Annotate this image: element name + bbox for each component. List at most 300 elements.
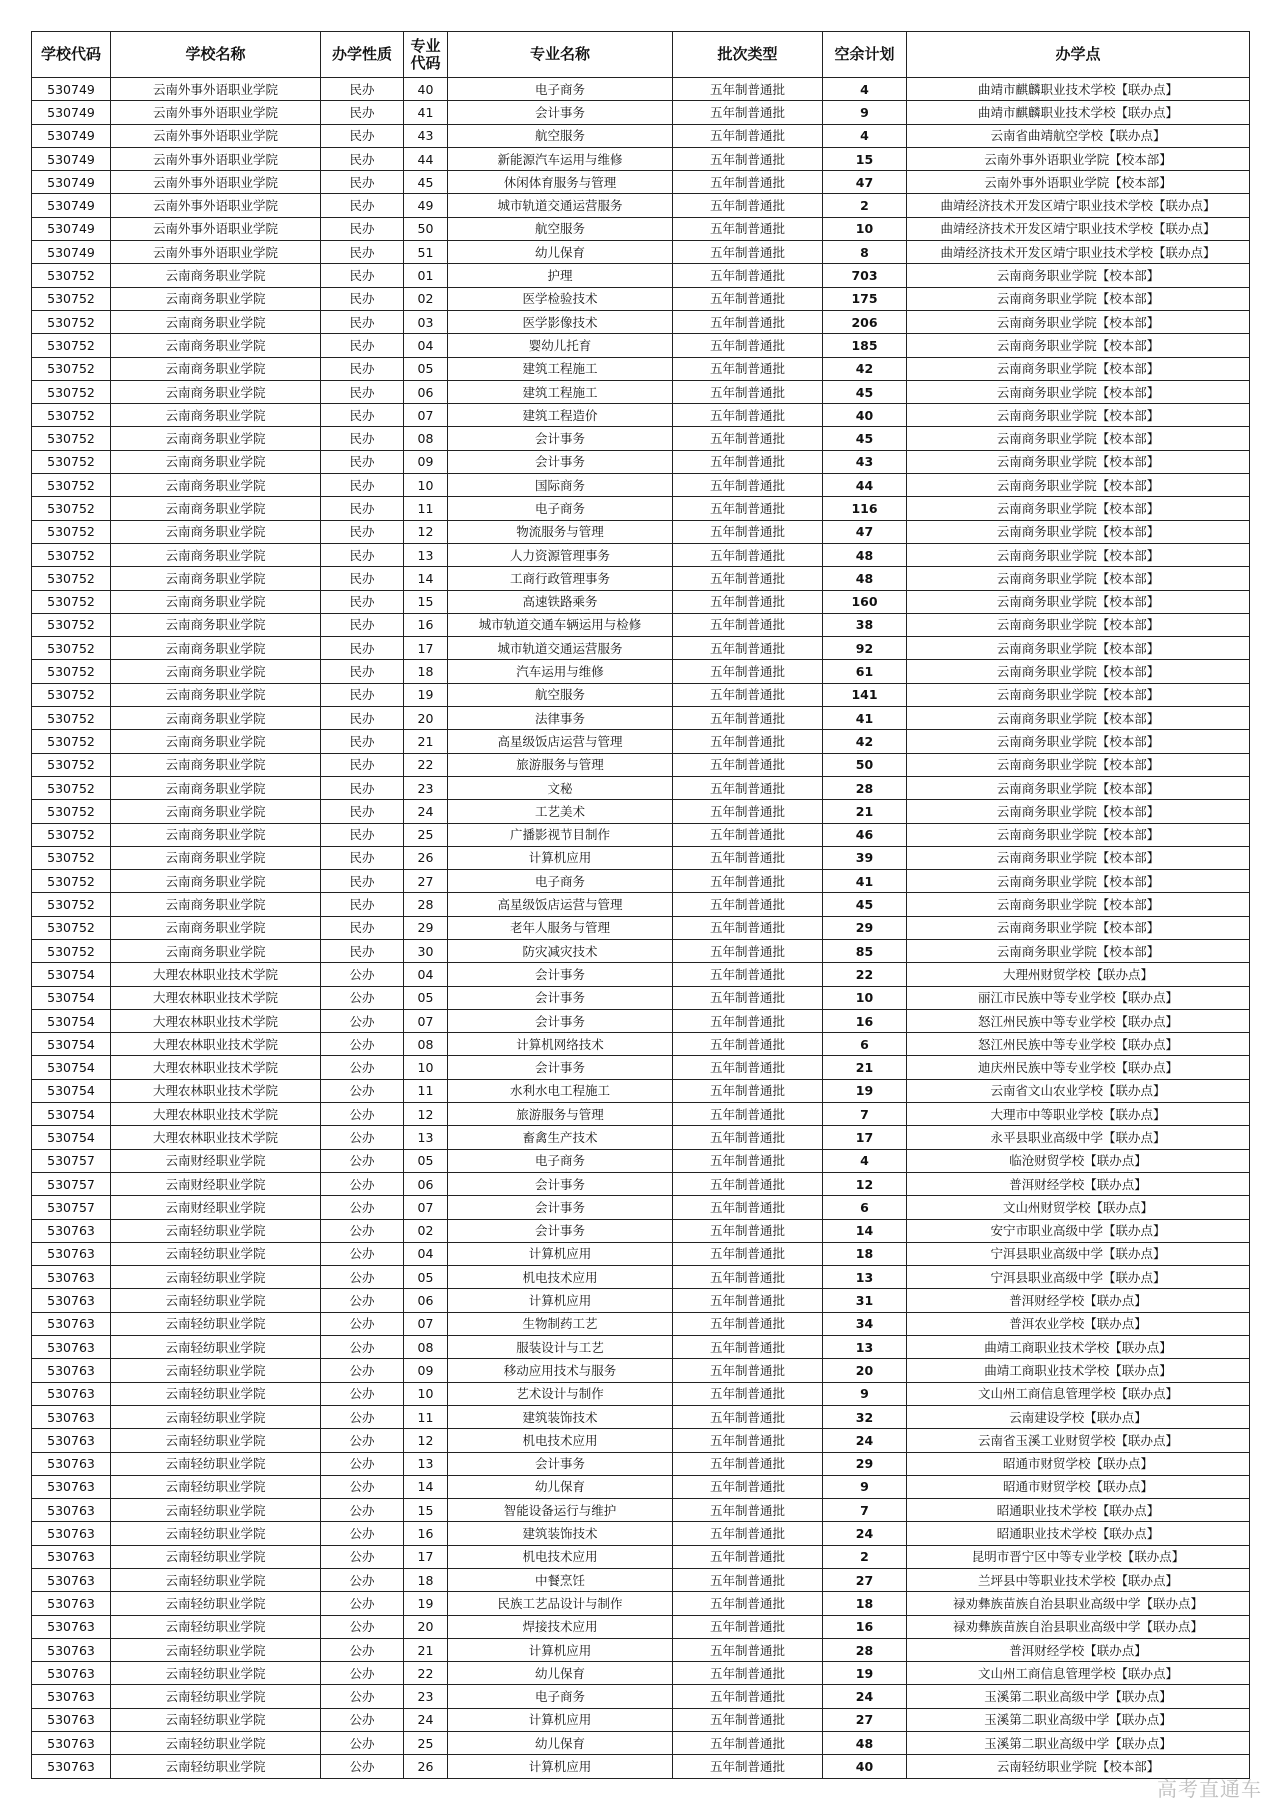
cell-school-type: 民办 — [321, 427, 404, 450]
cell-batch-type: 五年制普通批 — [673, 1569, 823, 1592]
cell-batch-type: 五年制普通批 — [673, 334, 823, 357]
cell-major-code: 09 — [404, 450, 448, 473]
table-row — [32, 1615, 1250, 1638]
cell-major-code: 16 — [404, 1522, 448, 1545]
cell-major-name: 建筑工程造价 — [448, 404, 673, 427]
cell-vacancy-plan: 27 — [823, 1708, 907, 1731]
cell-major-name: 航空服务 — [448, 683, 673, 706]
cell-school-name: 云南商务职业学院 — [111, 916, 321, 939]
cell-major-code: 13 — [404, 1126, 448, 1149]
cell-vacancy-plan: 116 — [823, 497, 907, 520]
cell-major-code: 21 — [404, 1638, 448, 1661]
watermark: 高考直通车 — [1157, 1777, 1262, 1801]
cell-major-name: 会计事务 — [448, 1219, 673, 1242]
cell-school-name: 云南商务职业学院 — [111, 543, 321, 566]
cell-campus: 云南省文山农业学校【联办点】 — [907, 1079, 1250, 1102]
cell-school-code: 530752 — [32, 823, 111, 846]
table-row — [32, 171, 1250, 194]
cell-vacancy-plan: 7 — [823, 1499, 907, 1522]
cell-school-type: 公办 — [321, 1196, 404, 1219]
cell-major-name: 城市轨道交通运营服务 — [448, 194, 673, 217]
cell-school-name: 云南轻纺职业学院 — [111, 1475, 321, 1498]
cell-major-name: 焊接技术应用 — [448, 1615, 673, 1638]
cell-batch-type: 五年制普通批 — [673, 543, 823, 566]
cell-school-type: 民办 — [321, 241, 404, 264]
table-row — [32, 1708, 1250, 1731]
cell-major-name: 畜禽生产技术 — [448, 1126, 673, 1149]
cell-vacancy-plan: 34 — [823, 1312, 907, 1335]
cell-major-name: 护理 — [448, 264, 673, 287]
cell-school-code: 530754 — [32, 963, 111, 986]
table-row — [32, 450, 1250, 473]
cell-major-name: 艺术设计与制作 — [448, 1382, 673, 1405]
cell-batch-type: 五年制普通批 — [673, 147, 823, 170]
cell-batch-type: 五年制普通批 — [673, 870, 823, 893]
table-row — [32, 194, 1250, 217]
cell-school-name: 云南轻纺职业学院 — [111, 1499, 321, 1522]
cell-vacancy-plan: 42 — [823, 357, 907, 380]
cell-major-name: 智能设备运行与维护 — [448, 1499, 673, 1522]
cell-major-name: 电子商务 — [448, 497, 673, 520]
cell-school-type: 公办 — [321, 1382, 404, 1405]
cell-major-code: 17 — [404, 1545, 448, 1568]
table-row — [32, 1429, 1250, 1452]
header-vacancy-plan: 空余计划 — [823, 32, 907, 78]
cell-campus: 文山州工商信息管理学校【联办点】 — [907, 1382, 1250, 1405]
cell-vacancy-plan: 16 — [823, 1615, 907, 1638]
cell-batch-type: 五年制普通批 — [673, 194, 823, 217]
cell-major-name: 人力资源管理事务 — [448, 543, 673, 566]
cell-school-name: 云南轻纺职业学院 — [111, 1685, 321, 1708]
cell-school-name: 云南商务职业学院 — [111, 357, 321, 380]
table-row — [32, 1103, 1250, 1126]
cell-school-name: 云南商务职业学院 — [111, 497, 321, 520]
cell-major-code: 03 — [404, 310, 448, 333]
cell-school-name: 大理农林职业技术学院 — [111, 1056, 321, 1079]
cell-batch-type: 五年制普通批 — [673, 380, 823, 403]
cell-school-name: 大理农林职业技术学院 — [111, 1126, 321, 1149]
cell-batch-type: 五年制普通批 — [673, 124, 823, 147]
table-row — [32, 683, 1250, 706]
cell-major-name: 幼儿保育 — [448, 241, 673, 264]
cell-school-name: 云南轻纺职业学院 — [111, 1405, 321, 1428]
cell-school-code: 530754 — [32, 986, 111, 1009]
cell-school-name: 云南商务职业学院 — [111, 590, 321, 613]
cell-major-code: 23 — [404, 1685, 448, 1708]
cell-school-code: 530752 — [32, 590, 111, 613]
cell-vacancy-plan: 13 — [823, 1336, 907, 1359]
cell-school-code: 530749 — [32, 101, 111, 124]
cell-school-code: 530749 — [32, 241, 111, 264]
cell-major-code: 45 — [404, 171, 448, 194]
cell-school-code: 530763 — [32, 1569, 111, 1592]
cell-major-name: 会计事务 — [448, 963, 673, 986]
cell-major-code: 07 — [404, 404, 448, 427]
cell-campus: 曲靖经济技术开发区靖宁职业技术学校【联办点】 — [907, 241, 1250, 264]
cell-school-type: 民办 — [321, 800, 404, 823]
cell-campus: 云南省曲靖航空学校【联办点】 — [907, 124, 1250, 147]
cell-school-name: 云南商务职业学院 — [111, 870, 321, 893]
cell-vacancy-plan: 24 — [823, 1685, 907, 1708]
cell-campus: 曲靖经济技术开发区靖宁职业技术学校【联办点】 — [907, 217, 1250, 240]
cell-batch-type: 五年制普通批 — [673, 986, 823, 1009]
cell-school-name: 云南商务职业学院 — [111, 893, 321, 916]
cell-school-code: 530749 — [32, 194, 111, 217]
cell-batch-type: 五年制普通批 — [673, 357, 823, 380]
cell-school-name: 云南商务职业学院 — [111, 264, 321, 287]
cell-major-name: 计算机应用 — [448, 1638, 673, 1661]
cell-vacancy-plan: 10 — [823, 217, 907, 240]
cell-major-code: 25 — [404, 823, 448, 846]
cell-school-code: 530763 — [32, 1405, 111, 1428]
table-row — [32, 1732, 1250, 1755]
cell-batch-type: 五年制普通批 — [673, 1242, 823, 1265]
cell-school-type: 公办 — [321, 1056, 404, 1079]
cell-batch-type: 五年制普通批 — [673, 1219, 823, 1242]
cell-batch-type: 五年制普通批 — [673, 683, 823, 706]
cell-school-type: 民办 — [321, 893, 404, 916]
cell-vacancy-plan: 21 — [823, 1056, 907, 1079]
cell-campus: 云南商务职业学院【校本部】 — [907, 450, 1250, 473]
cell-school-type: 公办 — [321, 1592, 404, 1615]
table-row — [32, 1219, 1250, 1242]
cell-major-code: 28 — [404, 893, 448, 916]
cell-major-name: 计算机网络技术 — [448, 1033, 673, 1056]
cell-batch-type: 五年制普通批 — [673, 404, 823, 427]
cell-major-code: 24 — [404, 1708, 448, 1731]
cell-school-code: 530754 — [32, 1033, 111, 1056]
cell-school-name: 大理农林职业技术学院 — [111, 1103, 321, 1126]
cell-school-type: 公办 — [321, 1499, 404, 1522]
table-row — [32, 241, 1250, 264]
cell-school-code: 530752 — [32, 380, 111, 403]
cell-batch-type: 五年制普通批 — [673, 1475, 823, 1498]
cell-school-name: 云南轻纺职业学院 — [111, 1219, 321, 1242]
cell-school-name: 大理农林职业技术学院 — [111, 1009, 321, 1032]
table-row — [32, 1126, 1250, 1149]
cell-school-type: 民办 — [321, 147, 404, 170]
cell-campus: 云南商务职业学院【校本部】 — [907, 870, 1250, 893]
cell-school-name: 云南轻纺职业学院 — [111, 1522, 321, 1545]
cell-school-code: 530752 — [32, 334, 111, 357]
cell-major-code: 13 — [404, 543, 448, 566]
cell-school-code: 530752 — [32, 730, 111, 753]
cell-school-type: 公办 — [321, 1312, 404, 1335]
cell-school-type: 民办 — [321, 194, 404, 217]
cell-school-code: 530757 — [32, 1172, 111, 1195]
cell-school-type: 民办 — [321, 567, 404, 590]
cell-major-name: 建筑装饰技术 — [448, 1405, 673, 1428]
cell-school-code: 530763 — [32, 1242, 111, 1265]
cell-major-name: 幼儿保育 — [448, 1475, 673, 1498]
cell-school-type: 民办 — [321, 334, 404, 357]
cell-school-code: 530763 — [32, 1592, 111, 1615]
cell-campus: 云南商务职业学院【校本部】 — [907, 939, 1250, 962]
cell-school-code: 530763 — [32, 1755, 111, 1778]
cell-school-name: 云南商务职业学院 — [111, 567, 321, 590]
cell-school-code: 530763 — [32, 1429, 111, 1452]
cell-school-name: 云南轻纺职业学院 — [111, 1336, 321, 1359]
cell-major-name: 城市轨道交通车辆运用与检修 — [448, 613, 673, 636]
cell-vacancy-plan: 6 — [823, 1196, 907, 1219]
table-row — [32, 800, 1250, 823]
cell-major-name: 建筑工程施工 — [448, 357, 673, 380]
table-row — [32, 334, 1250, 357]
cell-school-type: 公办 — [321, 1475, 404, 1498]
cell-campus: 云南商务职业学院【校本部】 — [907, 753, 1250, 776]
cell-major-name: 计算机应用 — [448, 1242, 673, 1265]
cell-school-type: 民办 — [321, 543, 404, 566]
table-row — [32, 1149, 1250, 1172]
cell-campus: 云南商务职业学院【校本部】 — [907, 427, 1250, 450]
table-row — [32, 101, 1250, 124]
cell-vacancy-plan: 18 — [823, 1592, 907, 1615]
cell-school-name: 云南商务职业学院 — [111, 450, 321, 473]
cell-batch-type: 五年制普通批 — [673, 916, 823, 939]
cell-major-name: 计算机应用 — [448, 1755, 673, 1778]
cell-batch-type: 五年制普通批 — [673, 474, 823, 497]
cell-school-code: 530752 — [32, 474, 111, 497]
table-row — [32, 427, 1250, 450]
table-row — [32, 287, 1250, 310]
cell-campus: 宁洱县职业高级中学【联办点】 — [907, 1266, 1250, 1289]
table-row — [32, 147, 1250, 170]
cell-campus: 玉溪第二职业高级中学【联办点】 — [907, 1732, 1250, 1755]
cell-school-code: 530752 — [32, 287, 111, 310]
cell-major-code: 49 — [404, 194, 448, 217]
cell-campus: 普洱财经学校【联办点】 — [907, 1638, 1250, 1661]
cell-school-name: 云南轻纺职业学院 — [111, 1569, 321, 1592]
cell-major-code: 06 — [404, 1289, 448, 1312]
cell-vacancy-plan: 28 — [823, 1638, 907, 1661]
header-school-type: 办学性质 — [321, 32, 404, 78]
cell-major-code: 04 — [404, 963, 448, 986]
cell-school-code: 530763 — [32, 1266, 111, 1289]
cell-major-name: 计算机应用 — [448, 1708, 673, 1731]
cell-campus: 云南外事外语职业学院【校本部】 — [907, 171, 1250, 194]
cell-campus: 兰坪县中等职业技术学校【联办点】 — [907, 1569, 1250, 1592]
cell-major-name: 建筑装饰技术 — [448, 1522, 673, 1545]
cell-school-code: 530752 — [32, 776, 111, 799]
cell-major-code: 09 — [404, 1359, 448, 1382]
cell-school-type: 公办 — [321, 1685, 404, 1708]
cell-batch-type: 五年制普通批 — [673, 241, 823, 264]
cell-campus: 怒江州民族中等专业学校【联办点】 — [907, 1009, 1250, 1032]
cell-major-name: 新能源汽车运用与维修 — [448, 147, 673, 170]
table-row — [32, 1475, 1250, 1498]
cell-school-code: 530752 — [32, 427, 111, 450]
cell-major-name: 医学检验技术 — [448, 287, 673, 310]
cell-campus: 云南商务职业学院【校本部】 — [907, 637, 1250, 660]
table-row — [32, 1452, 1250, 1475]
cell-batch-type: 五年制普通批 — [673, 1149, 823, 1172]
table-row — [32, 543, 1250, 566]
cell-vacancy-plan: 13 — [823, 1266, 907, 1289]
cell-major-name: 会计事务 — [448, 1452, 673, 1475]
cell-major-code: 51 — [404, 241, 448, 264]
cell-school-code: 530752 — [32, 683, 111, 706]
cell-batch-type: 五年制普通批 — [673, 287, 823, 310]
cell-campus: 云南商务职业学院【校本部】 — [907, 707, 1250, 730]
cell-major-code: 12 — [404, 1103, 448, 1126]
cell-batch-type: 五年制普通批 — [673, 1336, 823, 1359]
cell-school-name: 云南外事外语职业学院 — [111, 241, 321, 264]
cell-major-code: 20 — [404, 707, 448, 730]
cell-vacancy-plan: 41 — [823, 707, 907, 730]
cell-school-type: 公办 — [321, 963, 404, 986]
cell-vacancy-plan: 15 — [823, 147, 907, 170]
cell-school-name: 云南商务职业学院 — [111, 776, 321, 799]
cell-school-code: 530752 — [32, 870, 111, 893]
cell-campus: 云南商务职业学院【校本部】 — [907, 520, 1250, 543]
table-row — [32, 613, 1250, 636]
cell-campus: 大理州财贸学校【联办点】 — [907, 963, 1250, 986]
cell-major-name: 计算机应用 — [448, 1289, 673, 1312]
cell-school-code: 530752 — [32, 450, 111, 473]
cell-school-name: 云南轻纺职业学院 — [111, 1242, 321, 1265]
cell-vacancy-plan: 40 — [823, 1755, 907, 1778]
cell-school-code: 530757 — [32, 1149, 111, 1172]
cell-major-name: 服装设计与工艺 — [448, 1336, 673, 1359]
table-row — [32, 1405, 1250, 1428]
cell-batch-type: 五年制普通批 — [673, 567, 823, 590]
cell-batch-type: 五年制普通批 — [673, 823, 823, 846]
table-row — [32, 124, 1250, 147]
table-row — [32, 986, 1250, 1009]
cell-major-name: 广播影视节目制作 — [448, 823, 673, 846]
cell-major-name: 汽车运用与维修 — [448, 660, 673, 683]
cell-school-code: 530754 — [32, 1126, 111, 1149]
cell-batch-type: 五年制普通批 — [673, 1033, 823, 1056]
cell-school-name: 大理农林职业技术学院 — [111, 963, 321, 986]
table-row — [32, 380, 1250, 403]
cell-school-type: 民办 — [321, 916, 404, 939]
cell-batch-type: 五年制普通批 — [673, 660, 823, 683]
cell-school-type: 民办 — [321, 939, 404, 962]
cell-campus: 昆明市晋宁区中等专业学校【联办点】 — [907, 1545, 1250, 1568]
cell-vacancy-plan: 7 — [823, 1103, 907, 1126]
cell-school-code: 530752 — [32, 893, 111, 916]
cell-school-type: 民办 — [321, 660, 404, 683]
cell-school-type: 公办 — [321, 1336, 404, 1359]
cell-batch-type: 五年制普通批 — [673, 1359, 823, 1382]
cell-vacancy-plan: 45 — [823, 380, 907, 403]
table-row — [32, 1172, 1250, 1195]
cell-major-name: 航空服务 — [448, 124, 673, 147]
cell-vacancy-plan: 29 — [823, 916, 907, 939]
cell-major-name: 会计事务 — [448, 1172, 673, 1195]
table-row — [32, 1033, 1250, 1056]
cell-major-code: 22 — [404, 753, 448, 776]
cell-vacancy-plan: 24 — [823, 1429, 907, 1452]
cell-school-code: 530763 — [32, 1289, 111, 1312]
cell-major-code: 02 — [404, 287, 448, 310]
table-row — [32, 1569, 1250, 1592]
cell-vacancy-plan: 39 — [823, 846, 907, 869]
cell-major-code: 43 — [404, 124, 448, 147]
cell-school-type: 民办 — [321, 171, 404, 194]
cell-major-code: 27 — [404, 870, 448, 893]
cell-major-code: 23 — [404, 776, 448, 799]
cell-school-type: 公办 — [321, 1242, 404, 1265]
cell-vacancy-plan: 8 — [823, 241, 907, 264]
table-row — [32, 893, 1250, 916]
cell-school-code: 530752 — [32, 520, 111, 543]
cell-vacancy-plan: 31 — [823, 1289, 907, 1312]
cell-school-code: 530752 — [32, 846, 111, 869]
header-major-code: 专业代码 — [404, 32, 448, 78]
cell-school-code: 530754 — [32, 1103, 111, 1126]
table-row — [32, 1336, 1250, 1359]
cell-school-name: 云南外事外语职业学院 — [111, 171, 321, 194]
cell-school-name: 云南商务职业学院 — [111, 427, 321, 450]
cell-major-name: 高星级饭店运营与管理 — [448, 730, 673, 753]
cell-batch-type: 五年制普通批 — [673, 753, 823, 776]
cell-school-name: 云南轻纺职业学院 — [111, 1662, 321, 1685]
cell-vacancy-plan: 40 — [823, 404, 907, 427]
table-row — [32, 1289, 1250, 1312]
cell-major-name: 建筑工程施工 — [448, 380, 673, 403]
cell-vacancy-plan: 21 — [823, 800, 907, 823]
cell-school-code: 530752 — [32, 497, 111, 520]
cell-vacancy-plan: 32 — [823, 1405, 907, 1428]
cell-major-name: 会计事务 — [448, 986, 673, 1009]
cell-campus: 文山州财贸学校【联办点】 — [907, 1196, 1250, 1219]
cell-school-type: 公办 — [321, 1266, 404, 1289]
table-row — [32, 1056, 1250, 1079]
cell-vacancy-plan: 44 — [823, 474, 907, 497]
cell-major-code: 05 — [404, 986, 448, 1009]
table-row — [32, 707, 1250, 730]
cell-batch-type: 五年制普通批 — [673, 1126, 823, 1149]
cell-campus: 云南商务职业学院【校本部】 — [907, 823, 1250, 846]
cell-batch-type: 五年制普通批 — [673, 1289, 823, 1312]
cell-school-code: 530763 — [32, 1452, 111, 1475]
cell-major-name: 会计事务 — [448, 1009, 673, 1032]
table-row — [32, 520, 1250, 543]
cell-school-code: 530763 — [32, 1382, 111, 1405]
cell-batch-type: 五年制普通批 — [673, 1079, 823, 1102]
cell-major-code: 12 — [404, 520, 448, 543]
cell-major-code: 18 — [404, 660, 448, 683]
cell-school-type: 民办 — [321, 683, 404, 706]
cell-school-type: 民办 — [321, 497, 404, 520]
cell-batch-type: 五年制普通批 — [673, 1685, 823, 1708]
cell-vacancy-plan: 24 — [823, 1522, 907, 1545]
cell-school-type: 民办 — [321, 310, 404, 333]
cell-vacancy-plan: 12 — [823, 1172, 907, 1195]
table-body — [32, 78, 1250, 1779]
cell-batch-type: 五年制普通批 — [673, 1662, 823, 1685]
cell-campus: 永平县职业高级中学【联办点】 — [907, 1126, 1250, 1149]
cell-school-type: 民办 — [321, 637, 404, 660]
cell-batch-type: 五年制普通批 — [673, 497, 823, 520]
cell-school-type: 民办 — [321, 474, 404, 497]
cell-batch-type: 五年制普通批 — [673, 1312, 823, 1335]
cell-school-code: 530752 — [32, 753, 111, 776]
cell-batch-type: 五年制普通批 — [673, 1266, 823, 1289]
cell-school-type: 民办 — [321, 613, 404, 636]
cell-batch-type: 五年制普通批 — [673, 450, 823, 473]
cell-school-code: 530754 — [32, 1056, 111, 1079]
cell-school-code: 530752 — [32, 916, 111, 939]
cell-school-name: 云南商务职业学院 — [111, 287, 321, 310]
cell-batch-type: 五年制普通批 — [673, 1103, 823, 1126]
cell-school-code: 530763 — [32, 1708, 111, 1731]
cell-school-code: 530754 — [32, 1079, 111, 1102]
cell-major-code: 07 — [404, 1312, 448, 1335]
cell-major-name: 物流服务与管理 — [448, 520, 673, 543]
